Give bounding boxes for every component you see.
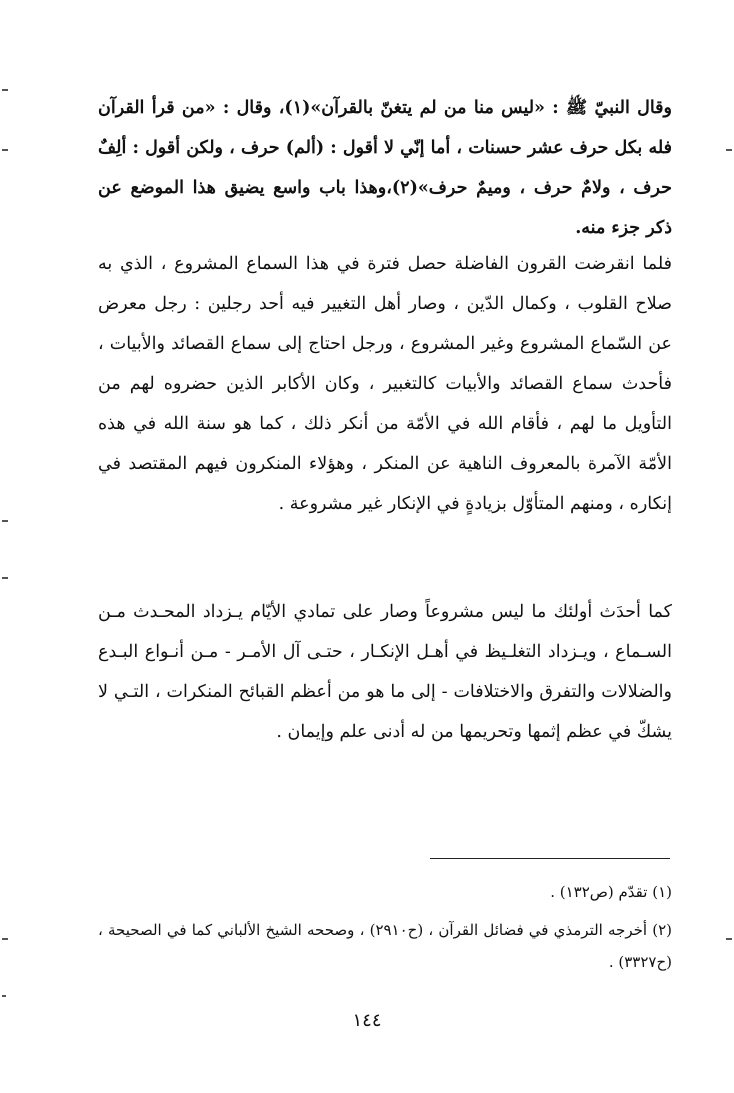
margin-mark [2, 149, 8, 151]
margin-mark [2, 520, 8, 522]
footnote-separator [430, 858, 670, 859]
paragraph-hadith: وقال النبيّ ﷺ : «ليس منا من لم يتغنّ بالقرآن»(١)، وقال : «من قرأ القرآن فله بكل حرف عشر حسنات ، أما إنّي لا أقول : (ألم) حرف ، ولكن أقول : ألِفٌ حرف ، ولامٌ حرف ، وميمٌ حرف»(٢)،وهذا باب واسع يضيق هذا الموضع عن ذكر جزء منه. [98, 98, 673, 238]
footnote-2: (٢) أخرجه الترمذي في فضائل القرآن ، (ح٢٩١٠) ، وصححه الشيخ الألباني كما في الصحيحة ، (ح٣٣٢٧) . [98, 921, 672, 971]
margin-mark [2, 89, 8, 91]
footnotes-list [98, 876, 672, 984]
margin-mark [726, 938, 732, 940]
margin-mark [726, 149, 732, 151]
margin-mark [2, 577, 8, 579]
page-number: ١٤٤ [352, 1010, 382, 1031]
margin-mark [2, 995, 6, 997]
footnote-1: (١) تقدّم (ص١٣٢) . [550, 883, 672, 901]
paragraph-innovation: كما أحدَث أولئك ما ليس مشروعاً وصار على تمادي الأيّام يـزداد المحـدث مـن السـماع ، ويـزداد التغلـيظ في أهـل الإنكـار ، حتـى آل الأمـر - مـن أنـواع البـدع والضلالات والتفرق والاختلافات - إلى ما هو من أعظم القبائح المنكرات ، التـي لا يشكّ في عظم إثمها وتحريمها من له أدنى علم وإيمان . [98, 602, 672, 742]
paragraph-history: فلما انقرضت القرون الفاضلة حصل فترة في هذا السماع المشروع ، الذي به صلاح القلوب ، وكمال الدّين ، وصار أهل التغيير فيه أحد رجلين : رجل معرض عن السّماع المشروع وغير المشروع ، ورجل احتاج إلى سماع القصائد والأبيات ، فأحدث سماع القصائد والأبيات كالتغبير ، وكان الأكابر الذين حضروه لهم من التأويل ما لهم ، فأقام الله في الأمّة من أنكر ذلك ، كما هو سنة الله في هذه الأمّة الآمرة بالمعروف الناهية عن المنكر ، وهؤلاء المنكرون فيهم المقتصد في إنكاره ، ومنهم المتأوّل بزيادةٍ في الإنكار غير مشروعة . [98, 254, 672, 514]
margin-mark [2, 938, 8, 940]
